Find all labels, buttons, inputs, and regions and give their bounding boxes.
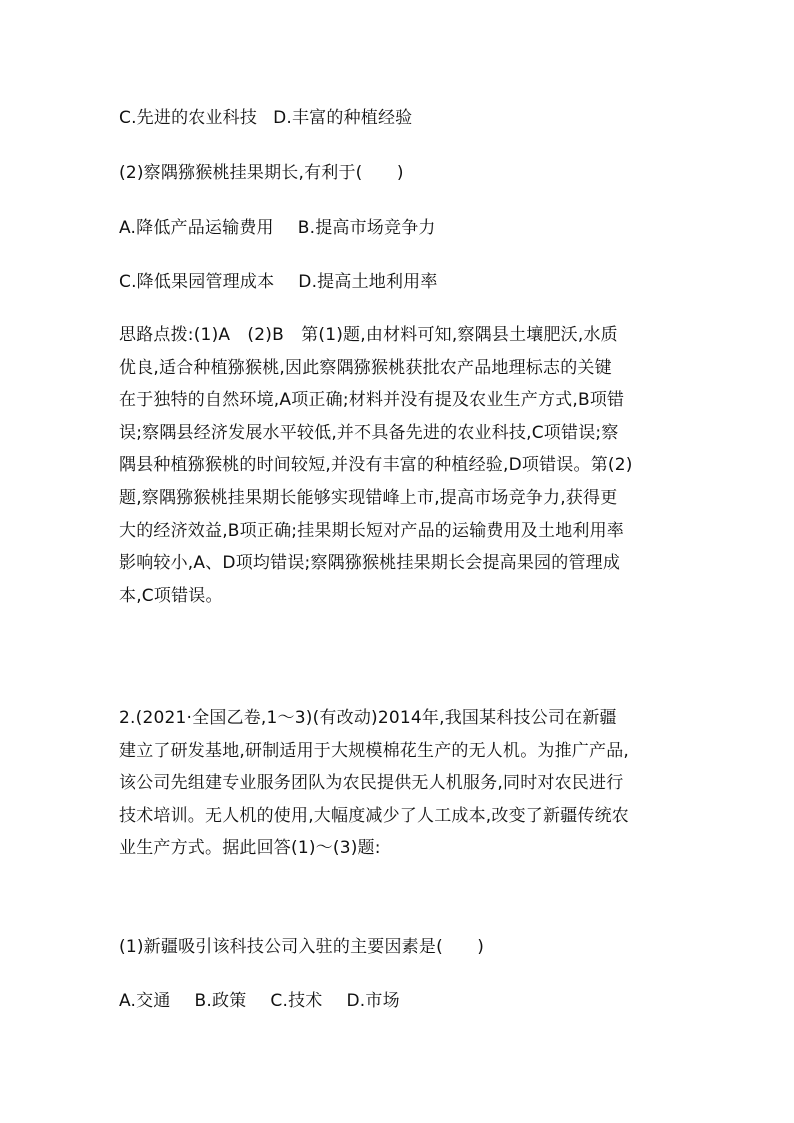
analysis-line: 大的经济效益,B项正确;挂果期长短对产品的运输费用及土地利用率 <box>119 520 624 541</box>
q1-sub2-option-a: A.降低产品运输费用 <box>119 218 274 238</box>
q1-sub2-stem: (2)察隅猕猴桃挂果期长,有利于( ) <box>119 163 404 183</box>
analysis-line: 优良,适合种植猕猴桃,因此察隅猕猴桃获批农产品地理标志的关键 <box>119 357 612 378</box>
q2-stem-paragraph <box>119 702 679 865</box>
analysis-paragraph <box>119 319 679 612</box>
q1-sub2-options-ab <box>119 217 689 239</box>
q2-stem-line: 技术培训。无人机的使用,大幅度减少了人工成本,改变了新疆传统农 <box>119 805 630 826</box>
analysis-line: 隅县种植猕猴桃的时间较短,并没有丰富的种植经验,D项错误。第(2) <box>119 455 633 476</box>
analysis-line: 影响较小,A、D项均错误;察隅猕猴桃挂果期长会提高果园的管理成 <box>119 553 621 574</box>
q1-options-cd <box>119 107 689 129</box>
q2-sub1-stem: (1)新疆吸引该科技公司入驻的主要因素是( ) <box>119 937 485 957</box>
q1-option-c: C.先进的农业科技 <box>119 108 258 128</box>
q1-option-d: D.丰富的种植经验 <box>273 108 413 128</box>
analysis-line: 本,C项错误。 <box>119 585 223 606</box>
analysis-line: 题,察隅猕猴桃挂果期长能够实现错峰上市,提高市场竞争力,获得更 <box>119 487 618 508</box>
q1-sub2-option-d: D.提高土地利用率 <box>298 272 438 292</box>
q1-sub2-option-c: C.降低果园管理成本 <box>119 272 275 292</box>
q1-sub2-option-b: B.提高市场竞争力 <box>297 218 436 238</box>
q2-sub1-option-d: D.市场 <box>346 991 400 1011</box>
q2-stem-line: 建立了研发基地,研制适用于大规模棉花生产的无人机。为推广产品, <box>119 740 630 761</box>
q2-sub1-options <box>119 990 689 1012</box>
q1-sub2-options-cd <box>119 271 689 293</box>
q2-sub1-option-c: C.技术 <box>270 991 323 1011</box>
analysis-line: 思路点拨:(1)A (2)B 第(1)题,由材料可知,察隅县土壤肥沃,水质 <box>119 325 618 345</box>
q2-sub1-option-b: B.政策 <box>194 991 247 1011</box>
q2-stem-line: 2.(2021·全国乙卷,1～3)(有改动)2014年,我国某科技公司在新疆 <box>119 708 617 728</box>
analysis-line: 在于独特的自然环境,A项正确;材料并没有提及农业生产方式,B项错 <box>119 390 625 411</box>
analysis-line: 误;察隅县经济发展水平较低,并不具备先进的农业科技,C项错误;察 <box>119 422 619 443</box>
q2-stem-line: 业生产方式。据此回答(1)～(3)题: <box>119 838 381 859</box>
q2-sub1-option-a: A.交通 <box>119 991 171 1011</box>
q2-stem-line: 该公司先组建专业服务团队为农民提供无人机服务,同时对农民进行 <box>119 773 624 794</box>
